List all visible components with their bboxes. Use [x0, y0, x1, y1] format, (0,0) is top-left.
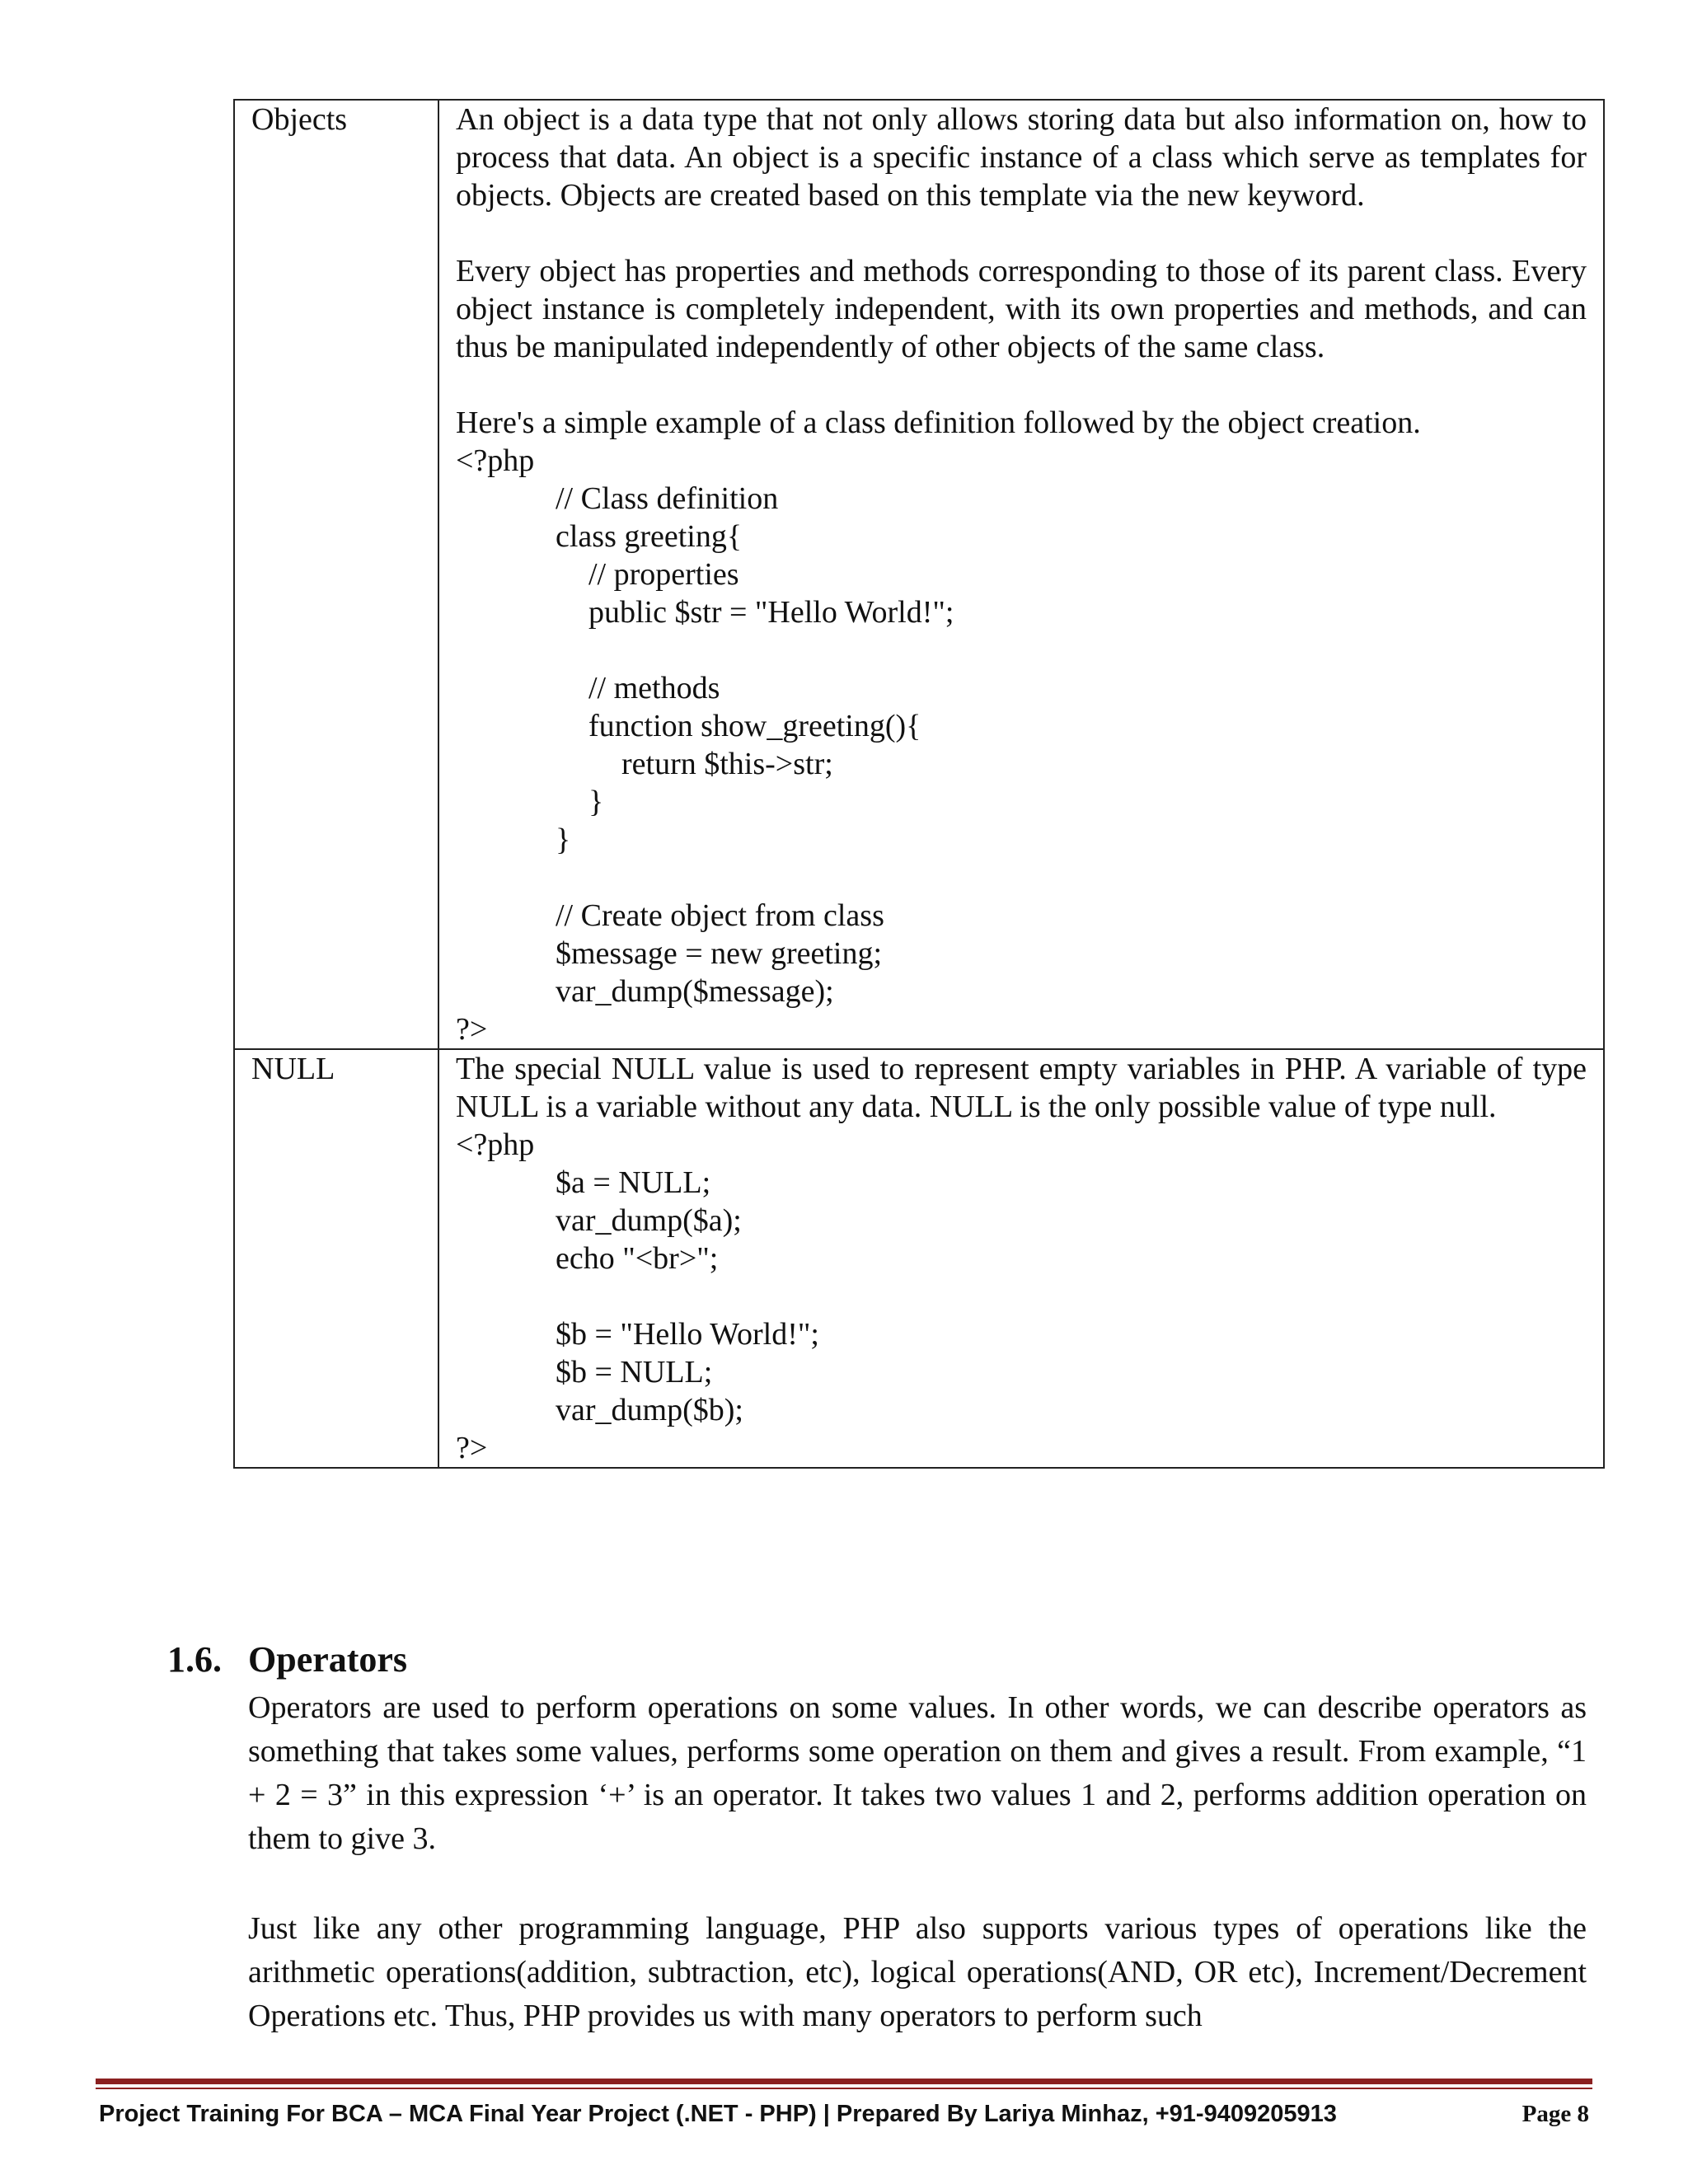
paragraph: The special NULL value is used to represent empty variables in PHP. A variable of type NULL is a variable without any data. NULL is the only possible value of type null. [456, 1052, 1587, 1124]
paragraph: Operators are used to perform operations on some values. In other words, we can describe operators as something that takes some values, performs some operation on them and gives a result. From example, “1 + 2 = 3” in this expression ‘+’ is an operator. It takes two values 1 and 2, performs addition operation on them to give 3. [248, 1690, 1587, 1856]
code-line: ?> [456, 1012, 488, 1047]
code-line: public $str = "Hello World!"; [588, 595, 954, 630]
type-description-cell [438, 1049, 1604, 1468]
footer-text: Project Training For BCA – MCA Final Year Project (.NET - PHP) | Prepared By Lariya Minhaz, +91-9409205913 [99, 2101, 1337, 2127]
code-line: return $this->str; [621, 747, 833, 781]
code-line: function show_greeting(){ [588, 709, 921, 743]
section-heading [167, 1638, 407, 1680]
code-line: echo "<br>"; [556, 1241, 719, 1276]
code-line: <?php [456, 1127, 535, 1162]
paragraph: Just like any other programming language, PHP also supports various types of operations like the arithmetic operations(addition, subtraction, etc), logical operations(AND, OR etc), Increment/Decrement Operations etc. Thus, PHP provides us with many operators to perform such [248, 1911, 1587, 2033]
code-line: var_dump($b); [556, 1393, 743, 1427]
type-name-cell: Objects [234, 100, 438, 1049]
code-line: $b = "Hello World!"; [556, 1317, 819, 1352]
code-line: ?> [456, 1431, 488, 1465]
code-line: // Create object from class [556, 898, 884, 933]
section-title: Operators [248, 1639, 408, 1680]
paragraph: Here's a simple example of a class definition followed by the object creation. [456, 405, 1421, 440]
type-description-cell [438, 100, 1604, 1049]
table-row [234, 100, 1604, 1049]
footer-rule [96, 2079, 1592, 2084]
paragraph: An object is a data type that not only allows storing data but also information on, how to process that data. An object is a specific instance of a class which serve as templates for objects. Objects are created based on this template via the new keyword. [456, 102, 1587, 213]
code-line: // Class definition [556, 481, 779, 516]
table-row [234, 1049, 1604, 1468]
paragraph: Every object has properties and methods corresponding to those of its parent class. Every object instance is completely independent, with its own properties and methods, and can thus be manipulated independently of other objects of the same class. [456, 254, 1587, 364]
footer-rule-thin [96, 2088, 1592, 2089]
page-number: Page 8 [1522, 2101, 1589, 2127]
code-line: $message = new greeting; [556, 936, 883, 971]
code-line: } [588, 785, 604, 819]
section-number: 1.6. [167, 1639, 222, 1680]
code-line: <?php [456, 443, 535, 478]
page-footer [96, 2095, 1592, 2133]
code-line: // properties [588, 557, 739, 592]
code-line: var_dump($message); [556, 974, 834, 1009]
code-line: } [556, 823, 571, 857]
code-line: // methods [588, 671, 720, 705]
code-line: $a = NULL; [556, 1165, 711, 1200]
code-line: class greeting{ [556, 519, 743, 554]
code-line: $b = NULL; [556, 1355, 713, 1390]
type-name-cell: NULL [234, 1049, 438, 1468]
data-types-table [233, 99, 1605, 1469]
code-line: var_dump($a); [556, 1203, 742, 1238]
